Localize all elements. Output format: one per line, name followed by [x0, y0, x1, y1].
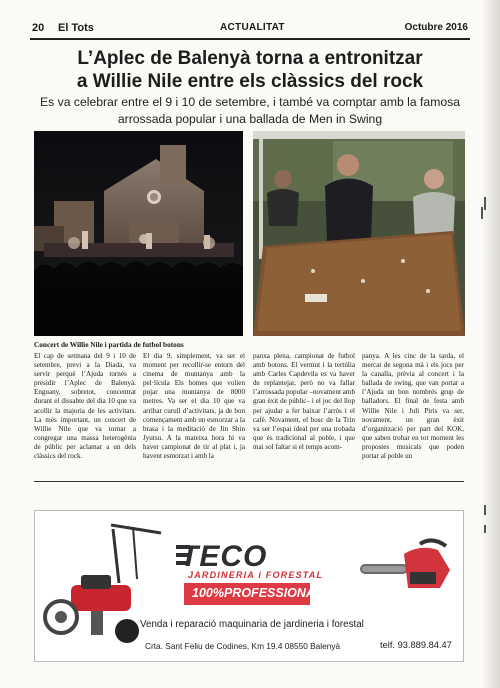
headline-line-2: a Willie Nile entre els clàssics del rock [76, 71, 424, 92]
teco-logo: TECO [180, 540, 268, 573]
article-column-3 [253, 352, 355, 452]
edge-mark [484, 197, 486, 210]
headline-line-1: L’Aplec de Balenyà torna a entronitzar [77, 48, 423, 69]
article-column-1 [34, 352, 136, 461]
ad-service-line: Venda i reparació maquinaria de jardineria i forestal [140, 619, 364, 630]
football-buttons-photo [253, 131, 465, 336]
concert-photo-art [34, 131, 243, 336]
article-paragraph: panya. A les cinc de la tarda, el mercat de segona mà i els jocs per la canalla, prèvia al concert i la ballada de swing, que van portar a l’Ajuda un bon nombrés grup de balladors. El final de festa amb Willie Nile i Juli Piris va ser, novament, un gran èxit d’organització per part del KOK, que saben trobar en tot moment les propostes musicals que poden portar al poble un [362, 352, 464, 461]
subheadline-line-1: Es va celebrar entre el 9 i 10 de setembre, i també va comptar amb la famosa [40, 95, 460, 109]
teco-tagline: JARDINERIA i FORESTAL [188, 570, 324, 580]
article-column-2 [143, 352, 245, 461]
article-bottom-rule [34, 481, 464, 482]
ad-phone: telf. 93.889.84.47 [380, 640, 452, 650]
page-edge [482, 0, 500, 688]
section-name: ACTUALITAT [220, 22, 285, 33]
photo-caption: Concert de Willie Nile i partida de futbol botons [34, 340, 184, 349]
page-number: 20 [32, 22, 45, 34]
professional-badge-text: 100%PROFESSIONAL [192, 586, 323, 600]
article-paragraph: El cap de setmana del 9 i 10 de setembre, previ a la Diada, va servir perquè l’Ajuda tornés a presidir l’Aplec de Balenyà. Enguany, sobretot, concentrat durant el dissabte del dia 10 que va acollir la majoria de les activitats. La més important, un concert de Willie Nile que va tornar a congregar una massa heterogènia de públic per aclamar a un dels clàssics del rock. [34, 352, 136, 461]
header-rule [30, 38, 470, 40]
chainsaw-icon [360, 536, 456, 604]
publication-name: El Tots [58, 22, 94, 34]
edge-mark [484, 505, 486, 515]
concert-photo [34, 131, 243, 336]
football-buttons-photo-art [253, 131, 465, 336]
subheadline-line-2: arrossada popular i una ballada de Men in Swing [117, 112, 383, 126]
edge-mark [484, 525, 486, 533]
article-paragraph: panxa plena, campionat de futbol amb botons. El vermut i la tertúlia amb Carles Capdevila es va haver de replantejar, però no va fallar l’arrossada popular –novament amb gran èxit de públic– i el joc del llop per ajudar a fer baixar l’arròs i el cafè. Novament, el bosc de la Trin va ser l’espai ideal per una trobada que és tradicional al poble, i que mai sol faltar si el temps acom- [253, 352, 355, 451]
edge-mark [481, 207, 483, 219]
page-header [30, 22, 470, 38]
article-column-4 [362, 352, 464, 461]
article-paragraph: El dia 9, simplement, va ser el moment per recollir-se entorn del cinema de muntanya amb la pel·lícula Els homes que volien pujar una muntanya de 8000 metres. Va ser el dia 10 que va arribar curull d’activitats, ja de bon començament amb un esmorzar a la brasa i la meditació de Jin Shin Jyutsu. A la mateixa hora hi va haver campionat de tir al plat i, ja havent esmorzat i amb la [143, 352, 245, 461]
article-body [34, 352, 464, 480]
issue-date: Octubre 2016 [404, 22, 468, 33]
ad-address: Crta. Sant Feliu de Codines, Km 19.4 08550 Balenyà [145, 641, 341, 651]
